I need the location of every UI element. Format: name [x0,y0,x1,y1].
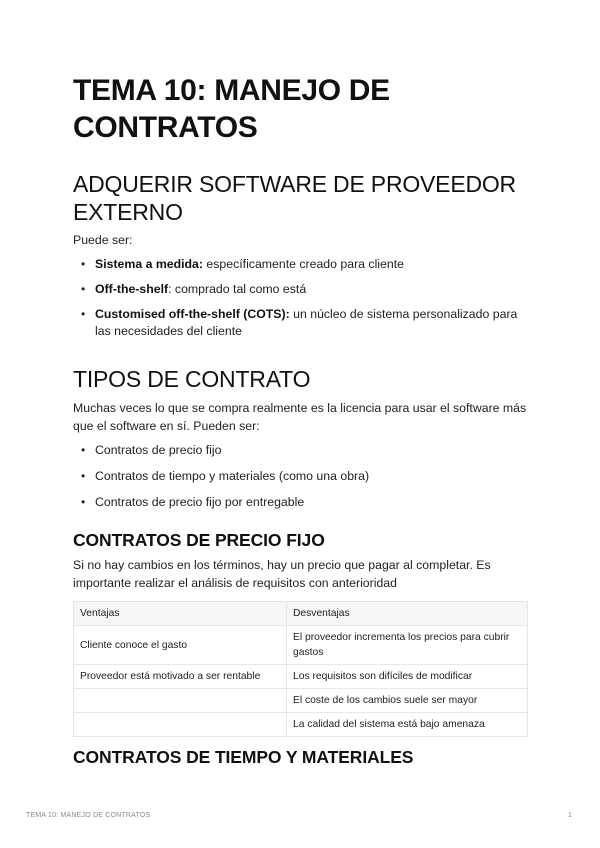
table-row [74,626,528,665]
table-row [74,665,528,689]
term-separator: : [168,282,172,296]
list-item-text: comprado tal como está [171,282,307,296]
bullet-icon: • [81,307,86,321]
table-cell [74,713,287,737]
table-cell: Proveedor está motivado a ser rentable [74,665,287,689]
list-item-text: Contratos de precio fijo por entregable [95,495,305,509]
footer-page-number: 1 [568,812,572,819]
table-cell: La calidad del sistema está bajo amenaza [287,713,528,737]
list-item-term: Customised off-the-shelf (COTS) [95,307,286,321]
term-separator: : [198,257,203,271]
list-tipos [73,442,529,511]
ventajas-desventajas-table [73,601,528,737]
section-heading-adquirir: ADQUERIR SOFTWARE DE PROVEEDOR EXTERNO [73,171,516,225]
paragraph-tipos-intro: Muchas veces lo que se compra realmente es la licencia para usar el software más que el software en sí. Pueden ser: [73,401,527,433]
table-row [74,689,528,713]
list-item [73,442,529,459]
term-separator: : [285,307,290,321]
footer-title: TEMA 10: MANEJO DE CONTRATOS [26,812,151,819]
section-heading-tipos: TIPOS DE CONTRATO [73,366,311,392]
paragraph-adquirir-intro: Puede ser: [73,233,133,247]
bullet-icon: • [81,443,86,457]
list-item-text: específicamente creado para cliente [203,257,404,271]
list-item-text: Contratos de precio fijo [95,443,222,457]
table-row [74,713,528,737]
subsection-heading-precio-fijo: CONTRATOS DE PRECIO FIJO [73,530,325,550]
subsection-heading-tiempo-materiales: CONTRATOS DE TIEMPO Y MATERIALES [73,747,414,767]
list-item-text: Contratos de tiempo y materiales (como una obra) [95,469,370,483]
table-header-row [74,602,528,626]
document-title: TEMA 10: MANEJO DE CONTRATOS [73,74,390,144]
bullet-icon: • [81,282,86,296]
list-item [73,256,529,273]
table-cell: Los requisitos son difíciles de modificar [287,665,528,689]
column-header-desventajas: Desventajas [287,602,528,626]
table-cell: El coste de los cambios suele ser mayor [287,689,528,713]
list-item-term: Off-the-shelf [95,282,169,296]
list-item-term: Sistema a medida [95,257,199,271]
table-cell: El proveedor incrementa los precios para cubrir gastos [287,626,528,665]
bullet-icon: • [81,257,86,271]
list-adquirir [73,256,529,340]
table-cell: Cliente conoce el gasto [74,626,287,665]
list-item [73,494,529,511]
bullet-icon: • [81,469,86,483]
list-item [73,468,529,485]
list-item [73,306,525,340]
column-header-ventajas: Ventajas [74,602,287,626]
list-item-text: un núcleo de sistema personalizado para las necesidades del cliente [95,307,518,338]
bullet-icon: • [81,495,86,509]
paragraph-precio-fijo-intro: Si no hay cambios en los términos, hay un precio que pagar al completar. Es importante realizar el análisis de requisitos con anterioridad [73,558,491,590]
table-cell [74,689,287,713]
list-item [73,281,529,298]
